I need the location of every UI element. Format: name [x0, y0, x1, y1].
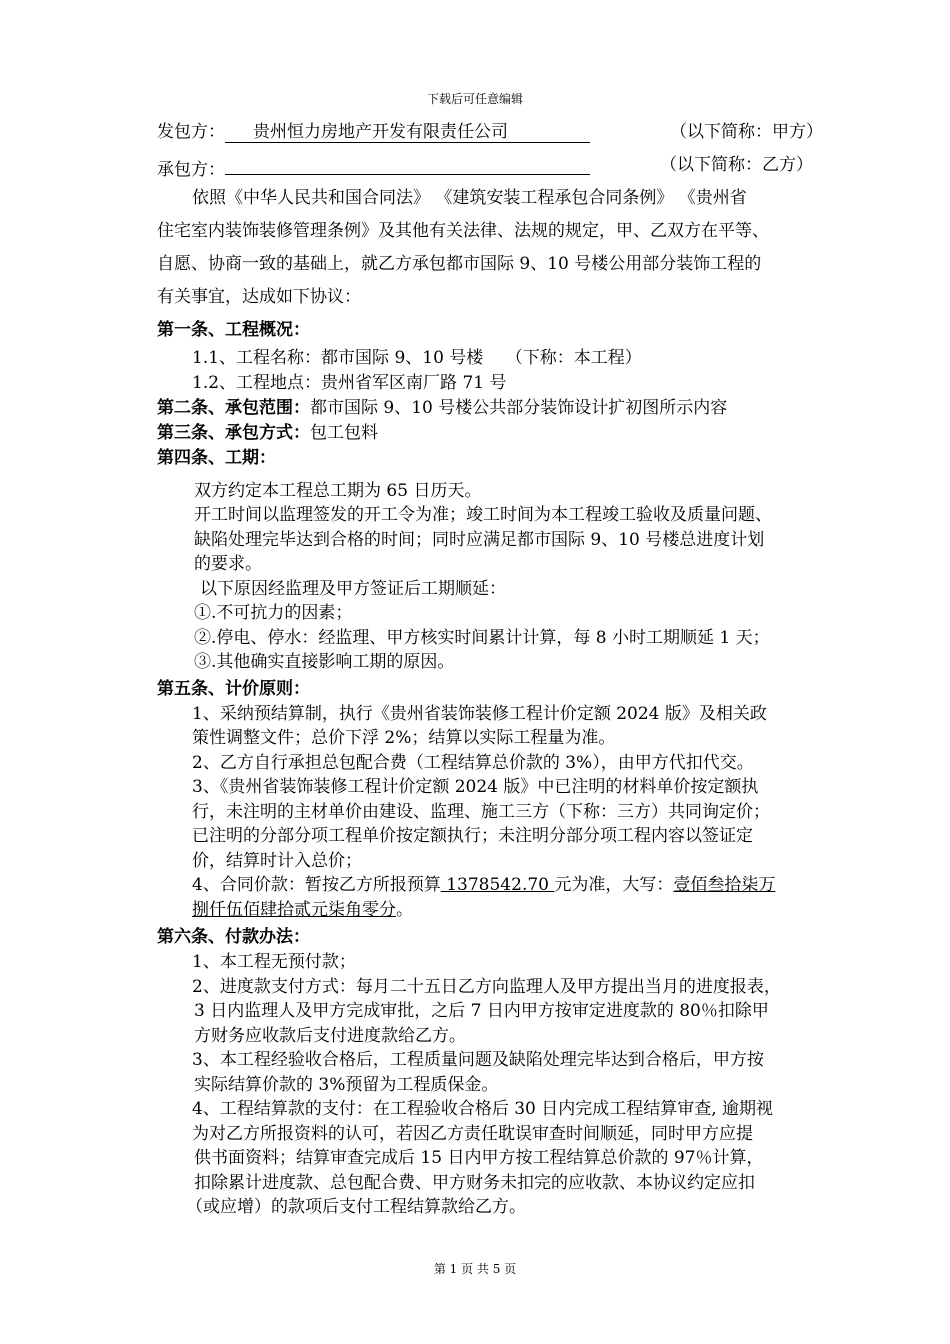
article-4-line: 缺陷处理完毕达到合格的时间；同时应满足都市国际 9、10 号楼总进度计划 — [194, 530, 765, 550]
contract-price-middle: 元为准，大写： — [554, 875, 674, 895]
article-6-line: 3、本工程经验收合格后，工程质量问题及缺陷处理完毕达到合格后，甲方按 — [192, 1050, 764, 1070]
article-1-item: 1.2、工程地点：贵州省军区南厂路 71 号 — [192, 373, 507, 393]
article-6-line: 扣除累计进度款、总包配合费、甲方财务未扣完的应收款、本协议约定应扣 — [194, 1173, 755, 1193]
article-6-heading: 第六条、付款办法： — [157, 927, 310, 947]
page-number: 第 1 页 共 5 页 — [433, 1262, 517, 1276]
article-5-line: 价，结算时计入总价； — [192, 851, 362, 871]
article-3-text: 包工包料 — [310, 423, 378, 443]
contract-price-row-2 — [192, 898, 413, 922]
article-4-line: ①.不可抗力的因素； — [194, 603, 353, 623]
article-6-line: 供书面资料；结算审查完成后 15 日内甲方按工程结算总价款的 97％计算， — [194, 1148, 764, 1168]
article-5-line: 2、乙方自行承担总包配合费（工程结算总价款的 3%），由甲方代扣代交。 — [192, 753, 754, 773]
contract-price-amount: 1378542.70 — [440, 875, 555, 895]
contract-price-words: 捌仟伍佰肆拾贰元柒角零分 — [192, 900, 396, 920]
article-2-heading: 第二条、承包范围： — [157, 398, 310, 418]
intro-line: 有关事宜，达成如下协议： — [157, 287, 361, 307]
article-3-heading: 第三条、承包方式： — [157, 423, 310, 443]
article-6-line: 2、进度款支付方式：每月二十五日乙方向监理人及甲方提出当月的进度报表， — [192, 977, 781, 997]
article-1-heading: 第一条、工程概况： — [157, 320, 310, 340]
article-4-line: ③.其他确实直接影响工期的原因。 — [194, 652, 455, 672]
article-5-line: 策性调整文件；总价下浮 2%；结算以实际工程量为准。 — [192, 728, 616, 748]
contract-price-words: 壹佰叁拾柒万 — [673, 875, 776, 895]
article-5-line: 3、《贵州省装饰装修工程计价定额 2024 版》中已注明的材料单价按定额执 — [192, 777, 759, 797]
article-4-line: 的要求。 — [194, 554, 262, 574]
article-2-text: 都市国际 9、10 号楼公共部分装饰设计扩初图所示内容 — [310, 398, 728, 418]
party-b-label: 承包方： — [157, 160, 225, 180]
article-1-item: 1.1、工程名称：都市国际 9、10 号楼 （下称：本工程） — [192, 348, 642, 368]
intro-line: 住宅室内装饰装修管理条例》及其他有关法律、法规的规定，甲、乙双方在平等、 — [157, 221, 769, 241]
article-6-line: 方财务应收款后支付进度款给乙方。 — [194, 1026, 466, 1046]
article-6-line: （或应增）的款项后支付工程结算款给乙方。 — [186, 1197, 526, 1217]
party-a-name: 贵州恒力房地产开发有限责任公司 — [225, 121, 590, 143]
intro-line: 依照《中华人民共和国合同法》 《建筑安装工程承包合同条例》 《贵州省 — [192, 188, 747, 208]
article-4-heading: 第四条、工期： — [157, 448, 276, 468]
article-6-line: 4、工程结算款的支付：在工程验收合格后 30 日内完成工程结算审查, 逾期视 — [192, 1099, 774, 1119]
article-6-line: 为对乙方所报资料的认可，若因乙方责任耽误审查时间顺延，同时甲方应提 — [192, 1124, 753, 1144]
article-5-line: 已注明的分部分项工程单价按定额执行；未注明分部分项工程内容以签证定 — [192, 826, 753, 846]
intro-line: 自愿、协商一致的基础上，就乙方承包都市国际 9、10 号楼公用部分装饰工程的 — [157, 254, 762, 274]
party-b-row — [157, 153, 590, 182]
party-a-alias: （以下简称：甲方） — [670, 122, 823, 142]
article-2-row — [157, 396, 727, 420]
contract-price-end: 。 — [396, 900, 413, 920]
article-4-line: 开工时间以监理签发的开工令为准；竣工时间为本工程竣工验收及质量问题、 — [194, 505, 772, 525]
article-4-line: ②.停电、停水：经监理、甲方核实时间累计计算，每 8 小时工期顺延 1 天； — [194, 628, 770, 648]
article-4-line: 双方约定本工程总工期为 65 日历天。 — [194, 481, 482, 501]
article-5-heading: 第五条、计价原则： — [157, 679, 310, 699]
article-6-line: 实际结算价款的 3%预留为工程质保金。 — [194, 1075, 499, 1095]
article-5-line: 1、采纳预结算制，执行《贵州省装饰装修工程计价定额 2024 版》及相关政 — [192, 704, 767, 724]
article-5-line: 行，未注明的主材单价由建设、监理、施工三方（下称：三方）共同询定价； — [192, 802, 770, 822]
article-3-row — [157, 421, 378, 445]
header-note: 下载后可任意编辑 — [426, 92, 523, 106]
party-a-row — [157, 120, 590, 144]
article-4-line: 以下原因经监理及甲方签证后工期顺延： — [200, 579, 506, 599]
party-b-name — [225, 153, 590, 175]
contract-price-row — [192, 873, 775, 897]
contract-price-prefix: 4、合同价款：暂按乙方所报预算 — [192, 875, 441, 895]
party-a-label: 发包方： — [157, 122, 225, 142]
party-b-alias: （以下简称：乙方） — [660, 155, 813, 175]
article-6-line: 1、本工程无预付款； — [192, 952, 356, 972]
article-6-line: 3 日内监理人及甲方完成审批，之后 7 日内甲方按审定进度款的 80％扣除甲 — [194, 1001, 769, 1021]
